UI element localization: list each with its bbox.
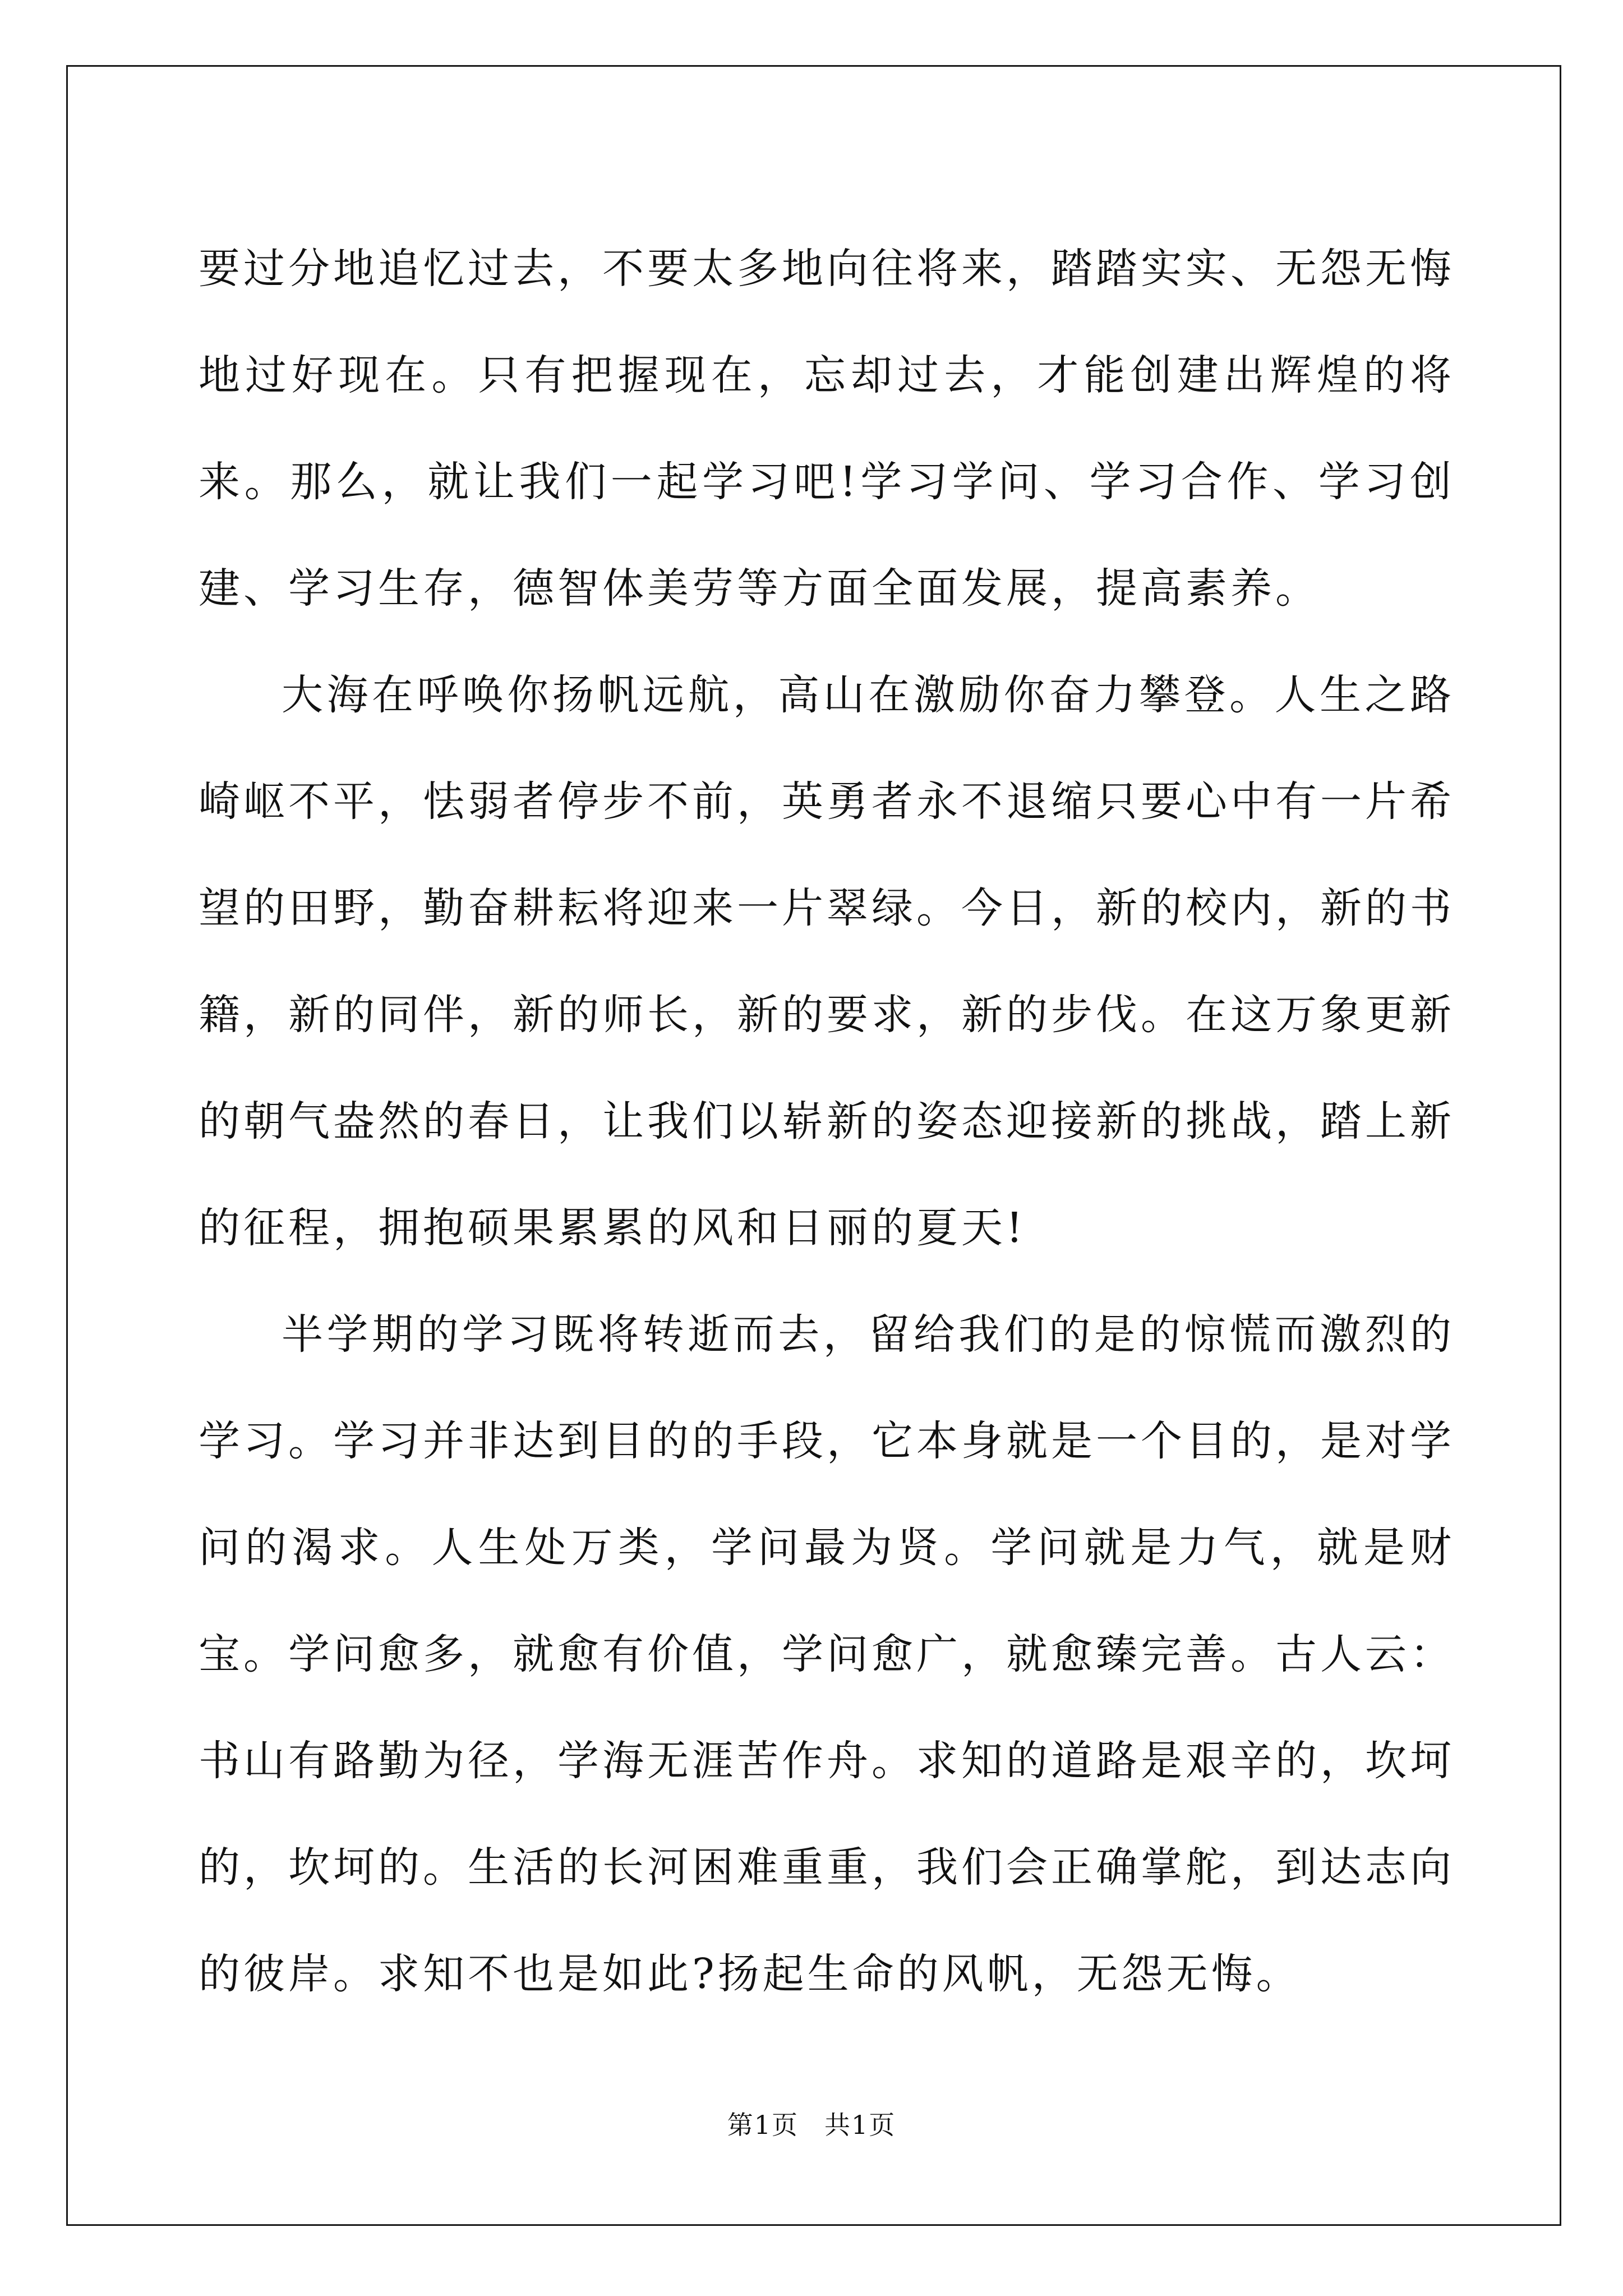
page-footer [0, 2105, 1623, 2142]
paragraph-3: 半学期的学习既将转逝而去，留给我们的是的惊慌而激烈的学习。学习并非达到目的的手段，它本身就是一个目的，是对学问的渴求。人生处万类，学问最为贤。学问就是力气，就是财宝。学问愈多，就愈有价值，学问愈广，就愈臻完善。古人云：书山有路勤为径，学海无涯苦作舟。求知的道路是艰辛的，坎坷的，坎坷的。生活的长河困难重重，我们会正确掌舵，到达志向的彼岸。求知不也是如此?扬起生命的风帆，无怨无悔。 [199, 1310, 1455, 1998]
page-total: 共1页 [824, 2110, 896, 2140]
paragraph-2: 大海在呼唤你扬帆远航，高山在激励你奋力攀登。人生之路崎岖不平，怯弱者停步不前，英勇者永不退缩只要心中有一片希望的田野，勤奋耕耘将迎来一片翠绿。今日，新的校内，新的书籍，新的同伴，新的师长，新的要求，新的步伐。在这万象更新的朝气盎然的春日，让我们以崭新的姿态迎接新的挑战，踏上新的征程，拥抱硕果累累的风和日丽的夏天! [199, 671, 1455, 1252]
paragraph-1: 要过分地追忆过去，不要太多地向往将来，踏踏实实、无怨无悔地过好现在。只有把握现在，忘却过去，才能创建出辉煌的将来。那么，就让我们一起学习吧!学习学问、学习合作、学习创建、学习生存，德智体美劳等方面全面发展，提高素养。 [199, 245, 1455, 613]
document-body [199, 215, 1455, 2027]
page-number: 第1页 [727, 2110, 799, 2140]
